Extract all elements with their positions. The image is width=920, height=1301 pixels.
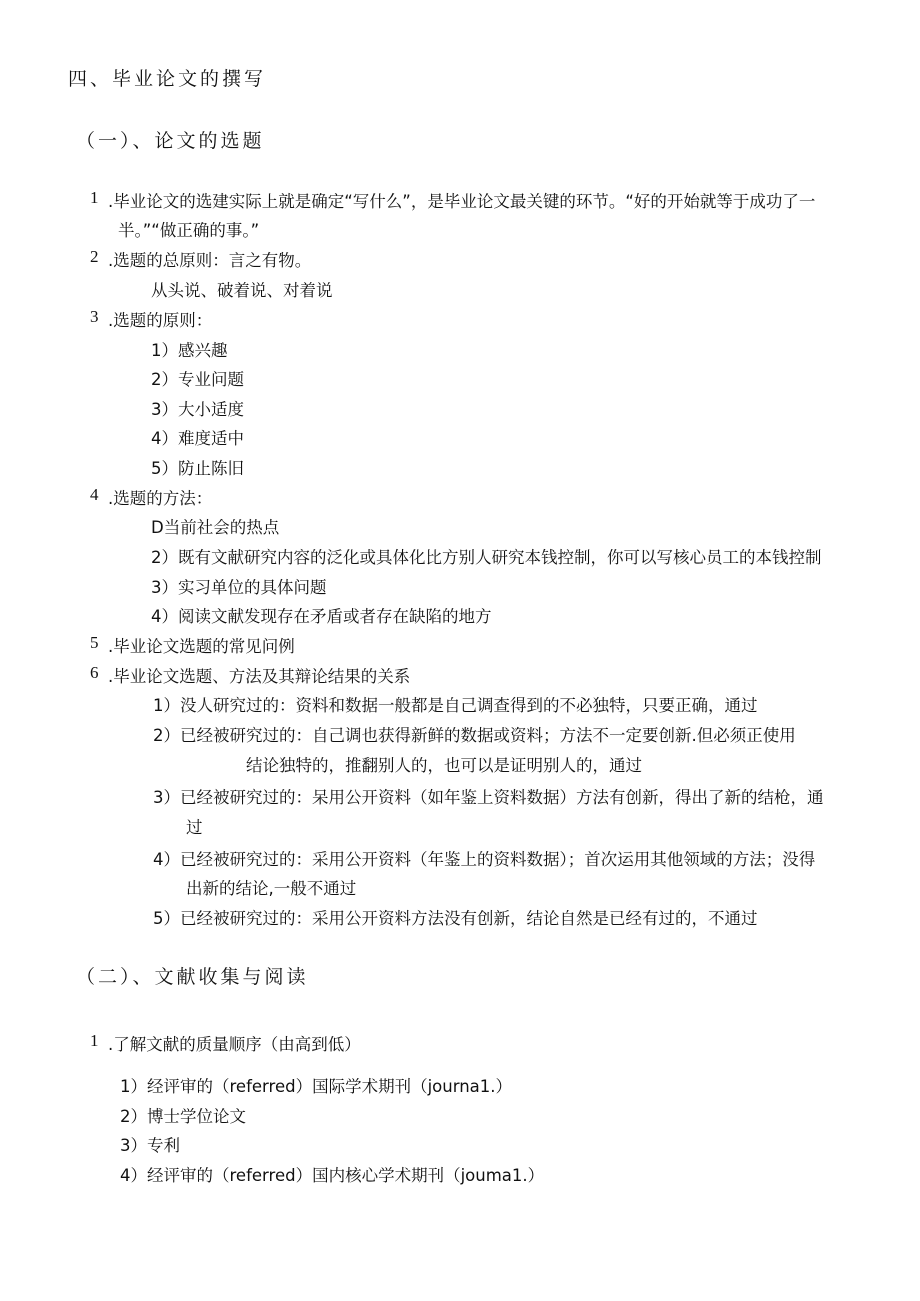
sub-item: 1）经评审的（referred）国际学术期刊（journa1.） bbox=[120, 1077, 513, 1096]
sub-item: 3）大小适度 bbox=[151, 400, 244, 419]
item-text: .选题的原则： bbox=[108, 311, 213, 330]
item-number: 1 bbox=[90, 1031, 99, 1050]
item-text: .毕业论文选题的常见问例 bbox=[108, 637, 295, 656]
sub-item: 2）已经被研究过的：自己调也获得新鲜的数据或资料；方法不一定要创新.但必须正使用 bbox=[153, 726, 796, 745]
item-text: .毕业论文的选建实际上就是确定“写什么”，是毕业论文最关键的环节。“好的开始就等于成功了一 bbox=[108, 192, 816, 211]
item-number: 3 bbox=[90, 307, 99, 326]
subsection-title-literature: （二）、文献收集与阅读 bbox=[76, 966, 309, 988]
sub-item: 4）已经被研究过的：采用公开资料（年鉴上的资料数据）；首次运用其他领域的方法；没得 bbox=[153, 850, 816, 869]
sub-item: 5）已经被研究过的：采用公开资料方法没有创新，结论自然是已经有过的，不通过 bbox=[153, 909, 758, 928]
item-number: 6 bbox=[90, 663, 99, 682]
sub-item-continuation: 结论独特的，推翻别人的，也可以是证明别人的，通过 bbox=[246, 756, 642, 775]
sub-item: 3）实习单位的具体问题 bbox=[151, 578, 327, 597]
sub-item: 2）博士学位论文 bbox=[120, 1107, 246, 1126]
item-text: .选题的总原则：言之有物。 bbox=[108, 251, 312, 270]
section-title: 四、毕业论文的撰写 bbox=[68, 68, 267, 90]
item-number: 5 bbox=[90, 633, 99, 652]
sub-item: 3）专利 bbox=[120, 1136, 180, 1155]
item-continuation: 从头说、破着说、对着说 bbox=[151, 281, 333, 300]
sub-item: 4）阅读文献发现存在矛盾或者存在缺陷的地方 bbox=[151, 607, 492, 626]
item-continuation: 半。”“做正确的事。” bbox=[118, 221, 260, 240]
sub-item: D当前社会的热点 bbox=[151, 518, 280, 537]
sub-item-continuation: 出新的结论,一般不通过 bbox=[186, 879, 357, 898]
sub-item: 1）感兴趣 bbox=[151, 341, 228, 360]
sub-item: 3）已经被研究过的：呆用公开资料（如年鉴上资料数据）方法有创新，得出了新的结枪，通 bbox=[153, 788, 824, 807]
item-number: 1 bbox=[90, 188, 99, 207]
item-number: 2 bbox=[90, 247, 99, 266]
subsection-title-topic-selection: （一）、论文的选题 bbox=[76, 130, 265, 152]
sub-item: 4）难度适中 bbox=[151, 429, 244, 448]
sub-item: 1）没人研究过的：资料和数据一般都是自己调查得到的不必独特，只要正确，通过 bbox=[153, 696, 758, 715]
sub-item: 4）经评审的（referred）国内核心学术期刊（jouma1.） bbox=[120, 1166, 545, 1185]
item-text: .毕业论文选题、方法及其辩论结果的关系 bbox=[108, 667, 411, 686]
sub-item: 2）专业问题 bbox=[151, 370, 244, 389]
sub-item: 2）既有文献研究内容的泛化或具体化比方别人研究本钱控制，你可以写核心员工的本钱控制 bbox=[151, 548, 822, 567]
item-text: .了解文献的质量顺序（由高到低） bbox=[108, 1035, 361, 1054]
item-text: .选题的方法： bbox=[108, 489, 213, 508]
item-number: 4 bbox=[90, 485, 99, 504]
sub-item: 5）防止陈旧 bbox=[151, 459, 244, 478]
sub-item-continuation: 过 bbox=[186, 818, 203, 837]
